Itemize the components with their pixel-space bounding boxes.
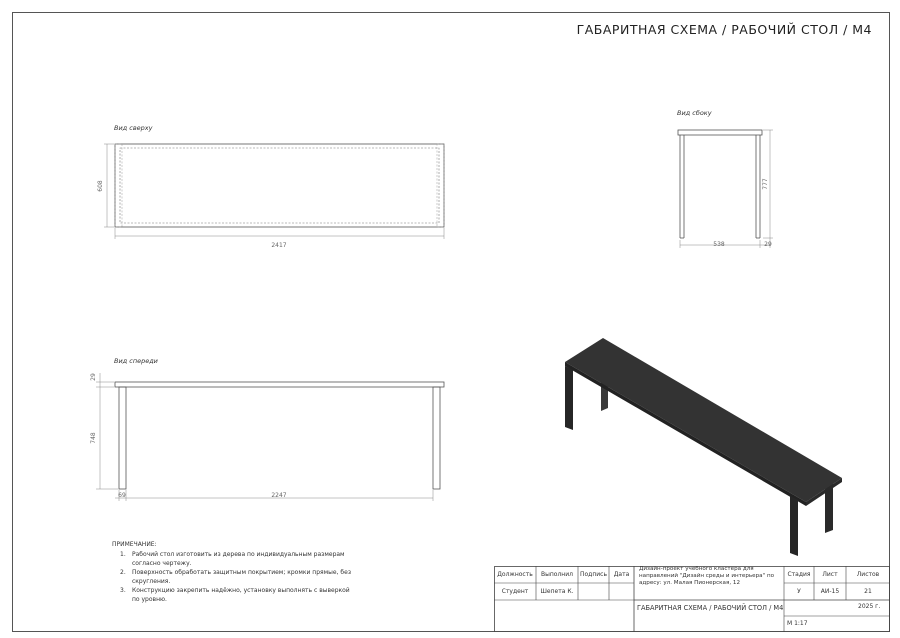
top-depth-dim: 608 xyxy=(97,180,104,192)
note-item xyxy=(112,569,352,586)
front-view xyxy=(96,373,444,501)
sheet-value: АИ-15 xyxy=(820,588,840,595)
sheets-value: 21 xyxy=(864,588,872,595)
front-inner-width-dim: 2247 xyxy=(271,492,287,499)
title-block xyxy=(494,566,890,632)
front-top-thickness-dim: 29 xyxy=(90,373,97,381)
note-item xyxy=(112,551,352,568)
front-leg-height-dim: 748 xyxy=(90,432,97,444)
side-height-dim: 777 xyxy=(762,178,769,190)
header-signature: Подпись xyxy=(580,571,607,578)
note-text: Конструкцию закрепить надёжно, установку выполнять с выверкой по уровню. xyxy=(132,587,350,603)
note-number: 2. xyxy=(120,569,126,576)
stage-value: У xyxy=(797,588,801,595)
header-date: Дата xyxy=(613,571,630,578)
front-view-label: Вид спереди xyxy=(114,357,158,365)
header-sheets: Листов xyxy=(856,571,880,578)
header-performed: Выполнил xyxy=(541,571,573,578)
top-view xyxy=(104,144,444,239)
side-view xyxy=(678,130,773,248)
drawing-title: ГАБАРИТНАЯ СХЕМА / РАБОЧИЙ СТОЛ / М4 xyxy=(576,22,872,37)
header-sheet: Лист xyxy=(822,571,838,578)
top-view-label: Вид сверху xyxy=(114,124,153,132)
note-text: Рабочий стол изготовить из дерева по индивидуальным размерам согласно чертежу. xyxy=(132,551,345,567)
side-thickness-dim: 29 xyxy=(764,241,772,248)
project-description: Дизайн-проект учебного кластера для направлений "Дизайн среды и интерьера" по адресу: ул. Малая Пионерская, 12 xyxy=(639,566,775,587)
header-position: Должность xyxy=(497,571,533,578)
scale-value: М 1:17 xyxy=(787,620,808,627)
note-item xyxy=(112,587,352,604)
note-number: 1. xyxy=(120,551,126,558)
table-3d-render xyxy=(565,338,842,556)
notes-heading: ПРИМЕЧАНИЕ: xyxy=(112,541,157,548)
cell-performed: Шепета К. xyxy=(540,588,574,595)
note-number: 3. xyxy=(120,587,126,594)
year-value: 2025 г. xyxy=(858,603,881,610)
notes-block xyxy=(112,541,352,605)
side-depth-dim: 538 xyxy=(713,241,725,248)
top-width-dim: 2417 xyxy=(271,242,287,249)
front-leg-width-dim: 69 xyxy=(118,492,126,499)
header-stage: Стадия xyxy=(787,571,811,578)
side-view-label: Вид сбоку xyxy=(677,109,712,117)
cell-position: Студент xyxy=(501,588,529,595)
note-text: Поверхность обработать защитным покрытием; кромки прямые, без скругления. xyxy=(132,569,352,585)
stamp-drawing-title: ГАБАРИТНАЯ СХЕМА / РАБОЧИЙ СТОЛ / М4 xyxy=(637,604,784,612)
